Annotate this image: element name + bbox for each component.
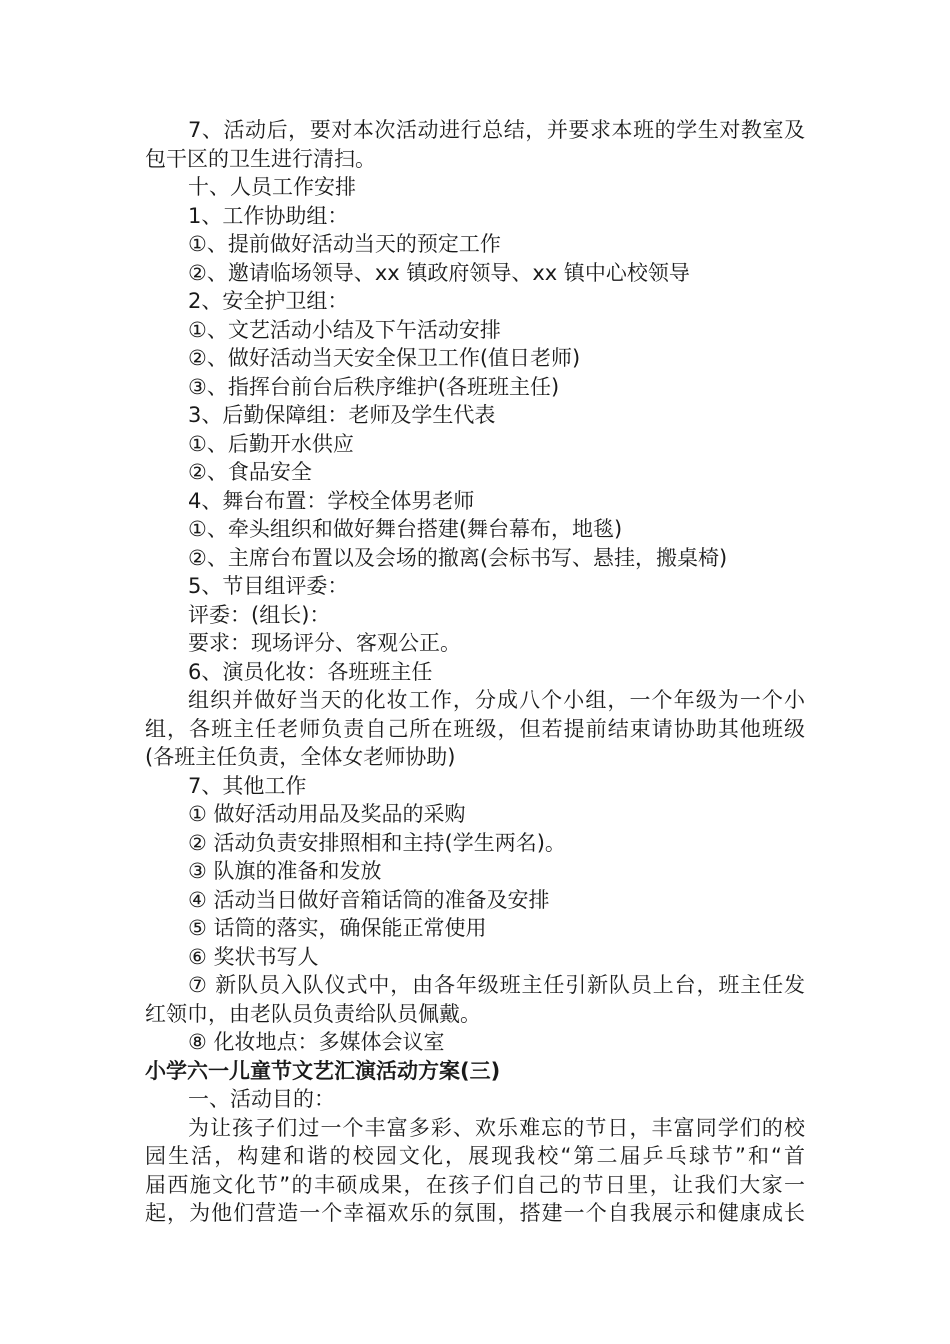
subsection-heading: 7、其他工作 (188, 774, 307, 798)
list-item: ⑦ 新队员入队仪式中，由各年级班主任引新队员上台，班主任发 (188, 973, 805, 997)
list-item: ②、主席台布置以及会场的撤离(会标书写、悬挂，搬桌椅) (188, 546, 728, 570)
list-item: ①、后勤开水供应 (188, 432, 354, 456)
section-heading: 十、人员工作安排 (188, 175, 356, 199)
paragraph-line: 包干区的卫生进行清扫。 (145, 147, 376, 171)
section-heading: 一、活动目的： (188, 1087, 335, 1111)
paragraph-line: 园生活，构建和谐的校园文化，展现我校“第二届乒乓球节”和“首 (145, 1144, 805, 1168)
paragraph-line: 组，各班主任老师负责自己所在班级，但若提前结束请协助其他班级 (145, 717, 805, 741)
list-item: ②、食品安全 (188, 460, 312, 484)
list-item: ②、邀请临场领导、xx 镇政府领导、xx 镇中心校领导 (188, 261, 690, 285)
list-item: ⑥ 奖状书写人 (188, 945, 319, 969)
list-item: ① 做好活动用品及奖品的采购 (188, 802, 466, 826)
list-item: ③ 队旗的准备和发放 (188, 859, 382, 883)
paragraph-line: 起，为他们营造一个幸福欢乐的氛围，搭建一个自我展示和健康成长 (145, 1201, 805, 1225)
list-item: ④ 活动当日做好音箱话筒的准备及安排 (188, 888, 550, 912)
paragraph-line: 组织并做好当天的化妆工作，分成八个小组，一个年级为一个小 (188, 688, 805, 712)
paragraph-line: 7、活动后，要对本次活动进行总结，并要求本班的学生对教室及 (188, 118, 805, 142)
subsection-heading: 4、舞台布置：学校全体男老师 (188, 489, 475, 513)
document-title: 小学六一儿童节文艺汇演活动方案(三) (145, 1059, 501, 1083)
list-item: ②、做好活动当天安全保卫工作(值日老师) (188, 346, 581, 370)
list-item: ③、指挥台前台后秩序维护(各班班主任) (188, 375, 560, 399)
list-item: ② 活动负责安排照相和主持(学生两名)。 (188, 831, 566, 855)
paragraph-line: (各班主任负责，全体女老师协助) (145, 745, 456, 769)
subsection-heading: 3、后勤保障组：老师及学生代表 (188, 403, 496, 427)
list-item: 评委：(组长)： (188, 603, 331, 627)
list-item: ①、提前做好活动当天的预定工作 (188, 232, 501, 256)
paragraph-line: 为让孩子们过一个丰富多彩、欢乐难忘的节日，丰富同学们的校 (188, 1116, 805, 1140)
subsection-heading: 6、演员化妆：各班班主任 (188, 660, 433, 684)
list-item: ①、牵头组织和做好舞台搭建(舞台幕布，地毯) (188, 517, 623, 541)
paragraph-line: 红领巾，由老队员负责给队员佩戴。 (145, 1002, 481, 1026)
subsection-heading: 1、工作协助组： (188, 204, 349, 228)
list-item: ⑤ 话筒的落实，确保能正常使用 (188, 916, 487, 940)
list-item: 要求：现场评分、客观公正。 (188, 631, 461, 655)
subsection-heading: 5、节目组评委： (188, 574, 349, 598)
list-item: ⑧ 化妆地点：多媒体会议室 (188, 1030, 445, 1054)
list-item: ①、文艺活动小结及下午活动安排 (188, 318, 501, 342)
paragraph-line: 届西施文化节”的丰硕成果，在孩子们自己的节日里，让我们大家一 (145, 1173, 805, 1197)
subsection-heading: 2、安全护卫组： (188, 289, 349, 313)
